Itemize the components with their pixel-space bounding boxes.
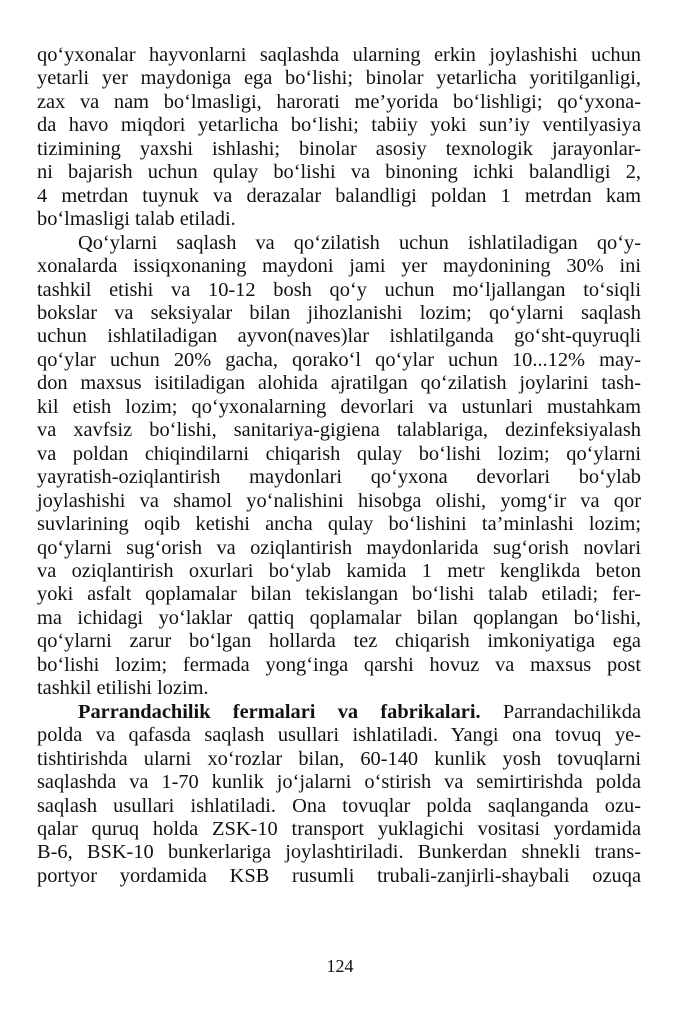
text-line: 4 metrdan tuynuk va derazalar balandligi poldan 1 metrdan kam [37,184,641,207]
paragraph-3 [37,701,641,889]
text-line: zax va nam bo‘lmasligi, harorati me’yorida bo‘lishligi; qo‘yxona- [37,90,641,113]
text-line: yayratish-oziqlantirish maydonlari qo‘yxona devorlari bo‘ylab [37,466,641,489]
text-line: va poldan chiqindilarni chiqarish qulay bo‘lishi lozim; qo‘ylarni [37,442,641,465]
text-line: ma ichidagi yo‘laklar qattiq qoplamalar bilan qoplangan bo‘lishi, [37,606,641,629]
text-line: ni bajarish uchun qulay bo‘lishi va binoning ichki balandligi 2, [37,161,641,184]
text-line: qo‘ylarni zarur bo‘lgan hollarda tez chiqarish imkoniyatiga ega [37,630,641,653]
text-line: xonalarda issiqxonaning maydoni jami yer maydonining 30% ini [37,255,641,278]
text-line: saqlashda va 1-70 kunlik jo‘jalarni o‘stirish va semirtirishda polda [37,771,641,794]
page-body [37,44,641,888]
text-line: da havo miqdori yetarlicha bo‘lishi; tabiiy yoki sun’iy ventilyasiya [37,114,641,137]
text-line: yoki asfalt qoplamalar bilan tekislangan bo‘lishi talab etiladi; fer- [37,583,641,606]
text-line: yetarli yer maydoniga ega bo‘lishi; binolar yetarlicha yoritilganligi, [37,67,641,90]
text-line: qo‘yxonalar hayvonlarni saqlashda ularning erkin joylashishi uchun [37,44,641,66]
text-line: tishtirishda ularni xo‘rozlar bilan, 60-140 kunlik yosh tovuqlarni [37,747,641,770]
text-line: Qo‘ylarni saqlash va qo‘zilatish uchun ishlatiladigan qo‘y- [78,231,641,254]
paragraph-2 [37,232,641,701]
text-line: tashkil etishi va 10-12 bosh qo‘y uchun mo‘ljallangan to‘siqli [37,278,641,301]
text-line: qo‘ylar uchun 20% gacha, qorako‘l qo‘ylar uchun 10...12% may- [37,348,641,371]
text-line: tizimining yaxshi ishlashi; binolar asosiy texnologik jarayonlar- [37,137,641,160]
text-line-with-heading [37,701,641,724]
text-line: uchun ishlatiladigan ayvon(naves)lar ishlatilganda go‘sht-quyruqli [37,325,641,348]
text-line: don maxsus isitiladigan alohida ajratilgan qo‘zilatish joylarini tash- [37,372,641,395]
text-line: B-6, BSK-10 bunkerlariga joylashtiriladi. Bunkerdan shnekli trans- [37,841,641,864]
text-line: qalar quruq holda ZSK-10 transport yuklagichi vositasi yordamida [37,817,641,840]
paragraph-1 [37,44,641,232]
text-line: va oziqlantirish oxurlari bo‘ylab kamida 1 metr kenglikda beton [37,559,641,582]
text-line: tashkil etilishi lozim. [37,677,209,700]
text-line: bo‘lishi lozim; fermada yong‘inga qarshi hovuz va maxsus post [37,653,641,676]
heading-line-text: Parrandachilikda [480,700,641,723]
text-line: bo‘lmasligi talab etiladi. [37,208,236,231]
text-line: polda va qafasda saqlash usullari ishlatiladi. Yangi ona tovuq ye- [37,724,641,747]
text-line: va xavfsiz bo‘lishi, sanitariya-gigiena talablariga, dezinfeksiyalash [37,419,641,442]
text-line: suvlarining oqib ketishi ancha qulay bo‘lishini ta’minlashi lozim; [37,513,641,536]
text-line: saqlash usullari ishlatiladi. Ona tovuqlar polda saqlanganda ozu- [37,794,641,817]
text-line: joylashishi va shamol yo‘nalishini hisobga olishi, yomg‘ir va qor [37,489,641,512]
text-line: bokslar va seksiyalar bilan jihozlanishi lozim; qo‘ylarni saqlash [37,301,641,324]
text-line: qo‘ylarni sug‘orish va oziqlantirish maydonlarida sug‘orish novlari [37,536,641,559]
page-number: 124 [326,956,354,976]
section-heading: Parrandachilik fermalari va fabrikalari. [78,700,481,723]
text-line: portyor yordamida KSB rusumli trubali-zanjirli-shaybali ozuqa [37,864,641,887]
text-line: kil etish lozim; qo‘yxonalarning devorlari va ustunlari mustahkam [37,395,641,418]
